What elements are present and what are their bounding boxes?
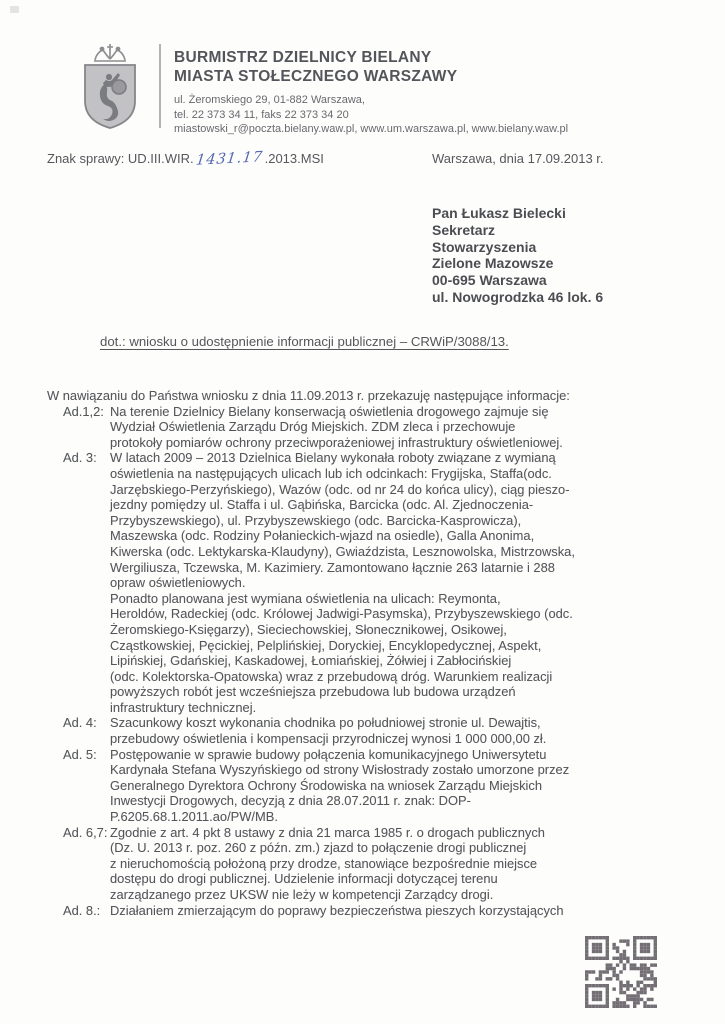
body-item bbox=[63, 747, 692, 825]
body-item-label: Ad. 5: bbox=[63, 746, 97, 762]
case-reference-suffix: .2013.MSI bbox=[264, 151, 324, 166]
scan-artifact bbox=[10, 6, 19, 13]
org-name-line1: BURMISTRZ DZIELNICY BIELANY bbox=[174, 49, 432, 66]
body-item bbox=[63, 903, 692, 919]
recipient-line: ul. Nowogrodzka 46 lok. 6 bbox=[432, 288, 604, 305]
qr-code bbox=[584, 936, 658, 1008]
recipient-line: Sekretarz bbox=[432, 221, 496, 238]
org-name-line2: MIASTA STOŁECZNEGO WARSZAWY bbox=[174, 68, 458, 85]
body-item-text: Postępowanie w sprawie budowy połączenia komunikacyjnego Uniwersytetu Kardynała Stefana Wyszyńskiego od strony Wisłostrady zostało umorzone przez Generalnego Dyrektora Ochrony Środowiska na wniosek Zarządu Miejskich Inwestycji Drogowych, decyzją z dnia 28.07.2011 r. znak: DOP- P.6205.68.1.2011.ao/PW/MB. bbox=[110, 746, 570, 825]
body-item bbox=[63, 450, 692, 715]
letterhead bbox=[69, 41, 568, 137]
recipient-line: Zielone Mazowsze bbox=[432, 255, 554, 272]
org-phone: tel. 22 373 34 11, faks 22 373 34 20 bbox=[174, 108, 349, 121]
body-intro: W nawiązaniu do Państwa wniosku z dnia 11.09.2013 r. przekazuję następujące informacje: bbox=[47, 388, 570, 403]
place-and-date: Warszawa, dnia 17.09.2013 r. bbox=[432, 151, 604, 166]
recipient-line: Pan Łukasz Bielecki bbox=[432, 205, 566, 221]
subject-line: dot.: wniosku o udostępnienie informacji publicznej – CRWiP/3088/13. bbox=[100, 334, 509, 349]
body-item-text: Szacunkowy koszt wykonania chodnika po południowej stronie ul. Dewajtis, przebudowy oświetlenia i kompensacji przyrodniczej wynosi 1 000 000,00 zł. bbox=[110, 715, 547, 747]
recipient-line: Stowarzyszenia bbox=[432, 238, 537, 255]
body-item bbox=[63, 404, 692, 451]
header-divider bbox=[159, 44, 161, 128]
body-item-label: Ad. 3: bbox=[63, 450, 97, 466]
body-item-label: Ad. 8.: bbox=[63, 902, 101, 918]
body-item-label: Ad. 6,7: bbox=[63, 824, 108, 840]
case-reference bbox=[47, 151, 324, 167]
body-item-label: Ad. 4: bbox=[63, 715, 97, 731]
body-item bbox=[63, 825, 692, 903]
org-address: ul. Żeromskiego 29, 01-882 Warszawa, bbox=[174, 94, 365, 106]
body-item-text: Zgodnie z art. 4 pkt 8 ustawy z dnia 21 marca 1985 r. o drogach publicznych (Dz. U. 2013 r. poz. 260 z późn. zm.) zjazd to połączenie drogi publicznej z nieruchomością położoną przy drodze, stanowiące bezpośrednie miejsce dostępu do drogi publicznej. Udzielenie informacji dotyczącej terenu zarządzanego przez UKSW nie leży w kompetencji Zarządcy drogi. bbox=[110, 824, 545, 902]
warsaw-coat-of-arms-icon bbox=[69, 41, 151, 131]
recipient-address-block bbox=[432, 205, 603, 306]
body-item-label: Ad.1,2: bbox=[63, 403, 104, 419]
org-contacts: miastowski_r@poczta.bielany.waw.pl, www.um.warszawa.pl, www.bielany.waw.pl bbox=[174, 123, 569, 135]
letter-body bbox=[47, 388, 692, 918]
body-item-text: W latach 2009 – 2013 Dzielnica Bielany wykonała roboty związane z wymianą oświetlenia na następujących ulicach lub ich odcinkach: Frygijska, Staffa(odc. Jarzębskiego-Perzyńskiego), Wazów (odc. od nr 24 do końca ulicy), ciąg pieszo- jezdny pomiędzy ul. Staffa i ul. Gąbińska, Barcicka (odc. Al. Zjednoczenia- Przybyszewskiego), ul. Przybyszewskiego (odc. Barcicka-Kasprowicza), Maszewska (odc. Rodziny Połanieckich-wjazd na osiedle), Galla Anonima, Kiwerska (odc. Lektykarska-Klaudyny), Gwiaździsta, Lesznowolska, Mistrzowska, Wergiliusza, Tczewska, M. Kazimiery. Zamontowano łącznie 263 latarnie i 288 opraw oświetleniowych. Ponadto planowana jest wymiana oświetlenia na ulicach: Reymonta, Heroldów, Radeckiej (odc. Królowej Jadwigi-Pasymska), Przybyszewskiego (odc. Żeromskiego-Księgarzy), Sieciechowskiej, Słonecznikowej, Osikowej, Cząstkowskiej, Pęcickiej, Pelplińskiej, Doryckiej, Encyklopedycznej, Aspekt, Lipińskiej, Gdańskiej, Kaskadowej, Łomiańskiej, Żółwiej i Zabłocińskiej (odc. Kolektorska-Opatowska) wraz z przebudową dróg. Warunkiem realizacji powyższych robót jest wcześniejsza przebudowa lub budowa urządzeń infrastruktury technicznej. bbox=[110, 450, 575, 715]
body-item bbox=[63, 715, 692, 746]
body-item-text: Na terenie Dzielnicy Bielany konserwacją oświetlenia drogowego zajmuje się Wydział Oświetlenia Zarządu Dróg Miejskich. ZDM zleca i przechowuje protokoły pomiarów ochrony przeciwporażeniowej infrastruktury oświetleniowej. bbox=[110, 403, 563, 450]
recipient-line: 00-695 Warszawa bbox=[432, 272, 547, 289]
handwritten-case-number: 1431.17 bbox=[194, 149, 264, 169]
body-item-text: Działaniem zmierzającym do poprawy bezpieczeństwa pieszych korzystających bbox=[110, 902, 564, 918]
case-reference-label: Znak sprawy: UD.III.WIR. bbox=[47, 151, 194, 166]
